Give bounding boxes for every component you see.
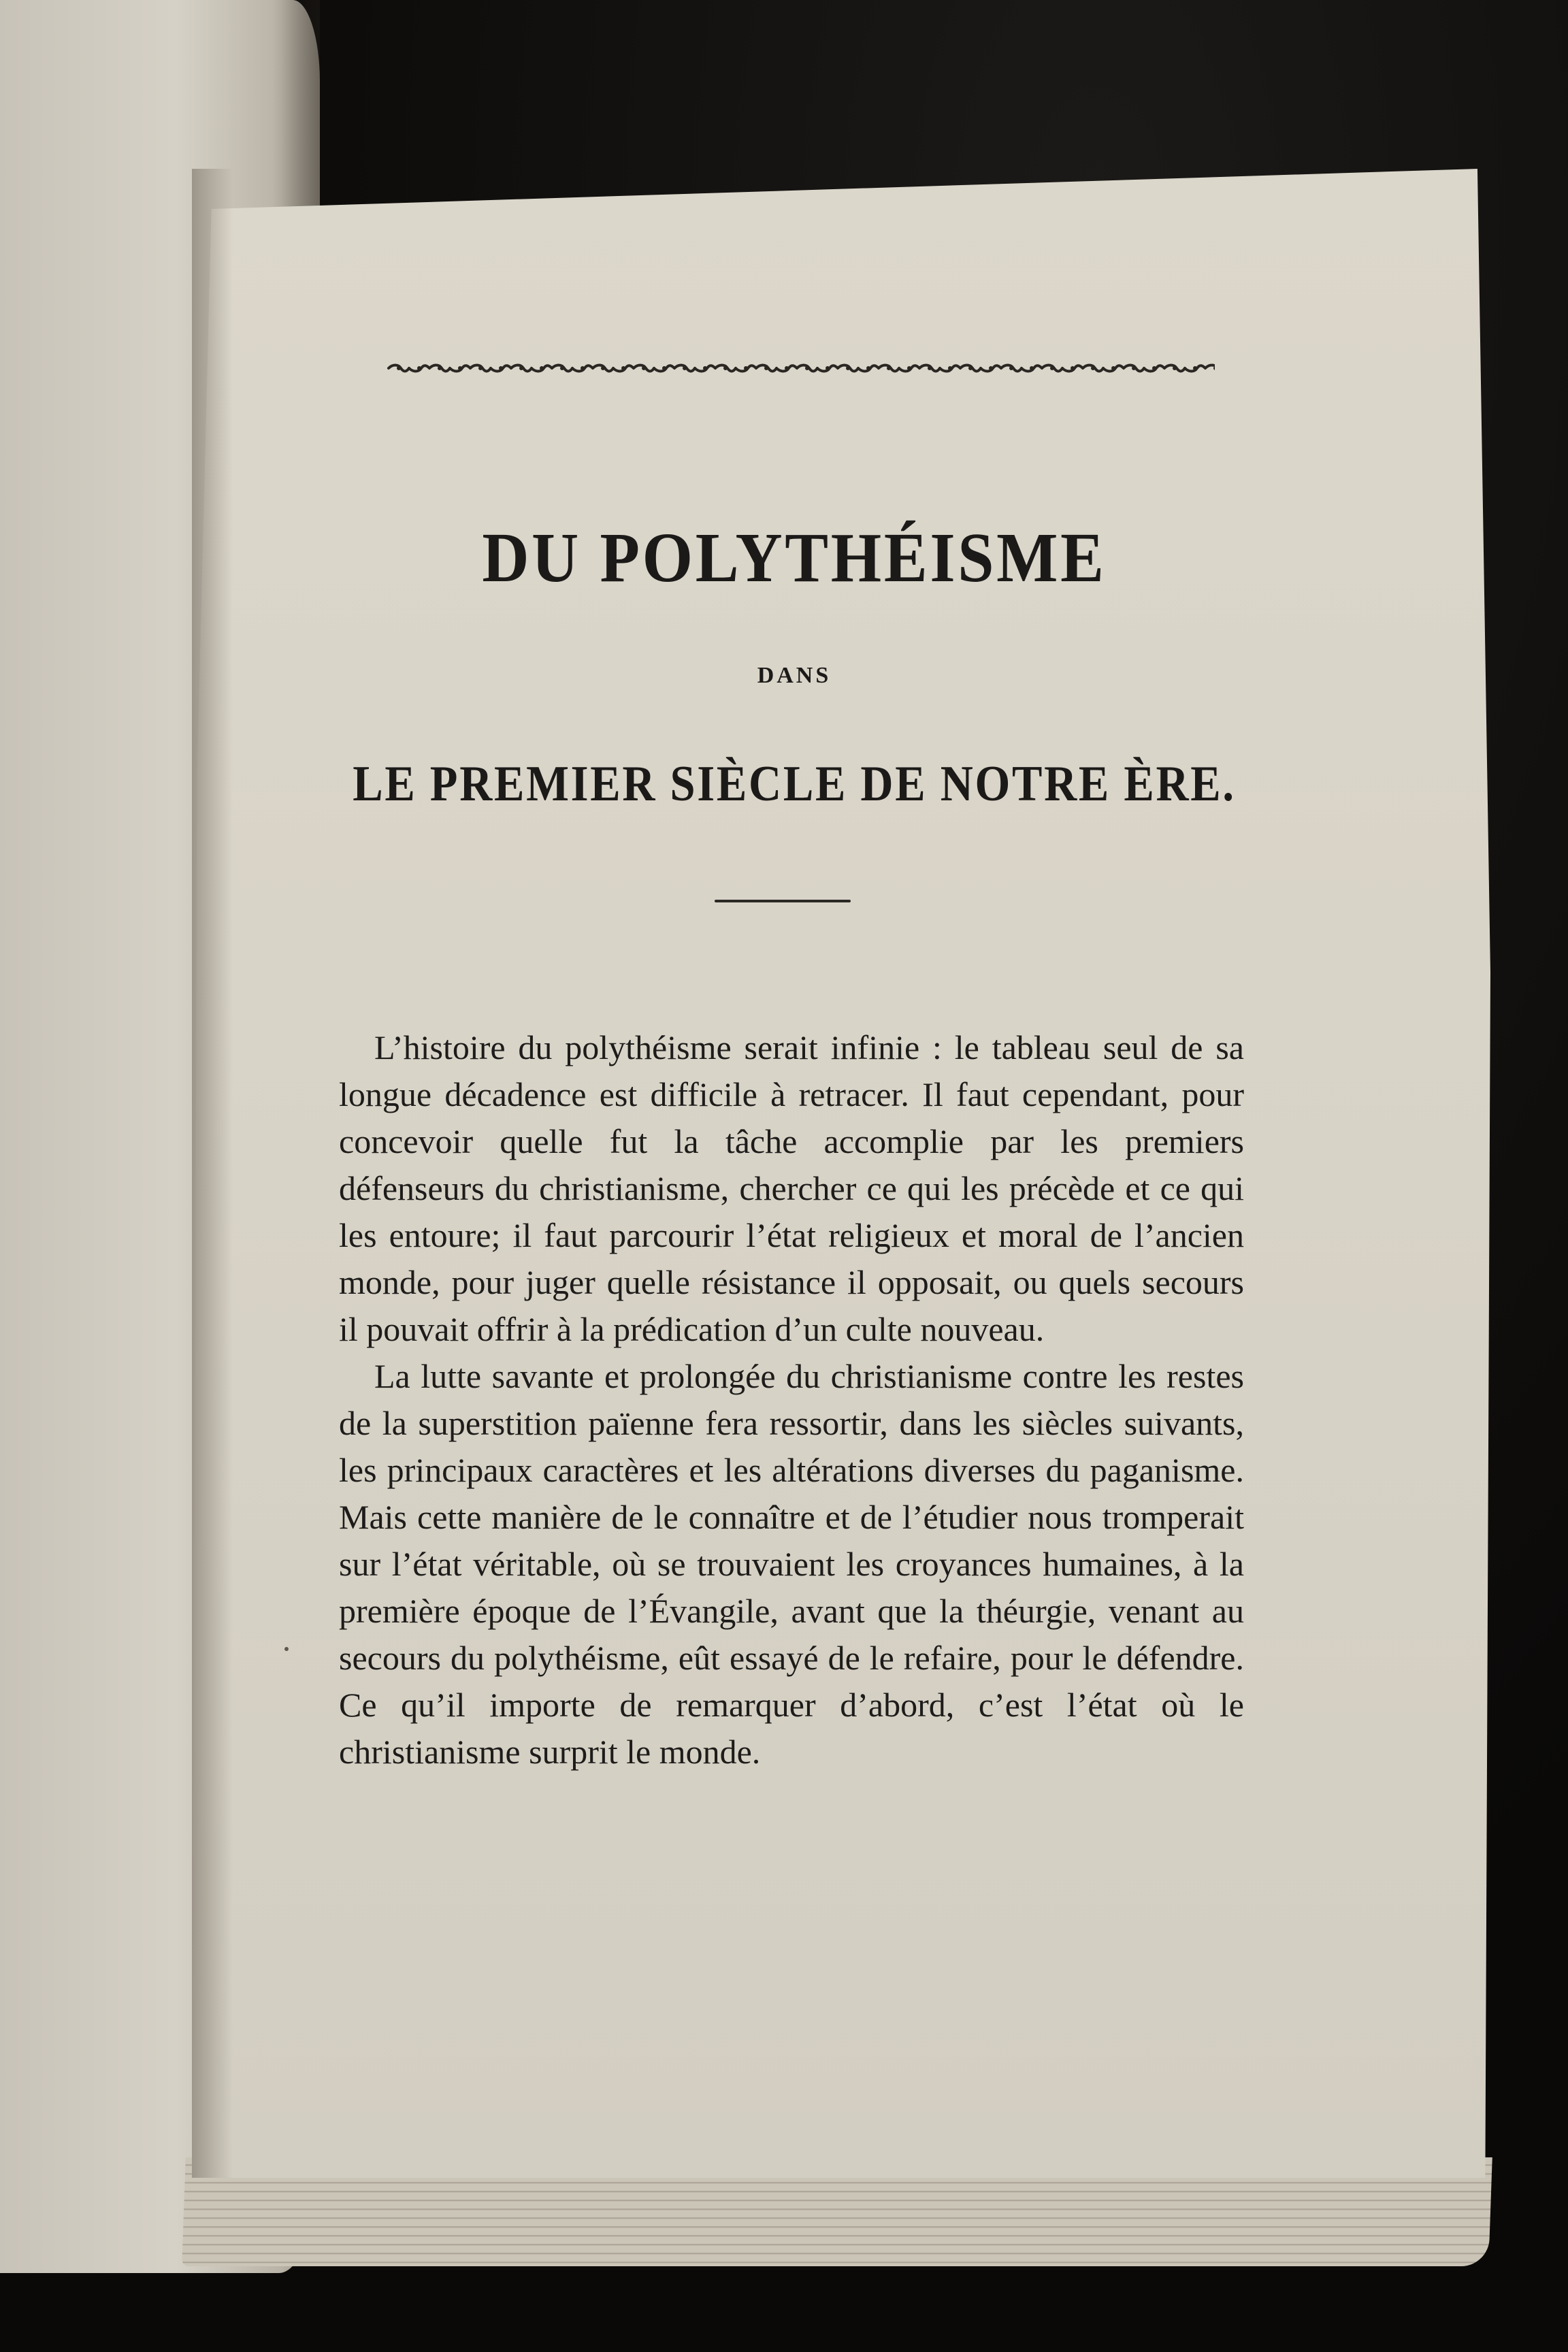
ornament-dot	[948, 366, 952, 370]
ornament-dot	[968, 366, 973, 370]
ornament-dot	[1009, 366, 1013, 370]
ornament-dot	[621, 366, 625, 370]
page-left-shadow	[192, 169, 233, 2178]
ornament-dot	[397, 366, 401, 370]
ornament-dot	[438, 366, 442, 370]
ornament-dot	[499, 366, 503, 370]
ornament-dot	[1213, 366, 1215, 370]
ornament-dot	[1152, 366, 1156, 370]
section-rule	[715, 900, 851, 902]
ornament-dot	[785, 366, 789, 370]
ornament-dot	[601, 366, 605, 370]
ornament-dot	[744, 366, 748, 370]
decorative-ornament-band	[385, 359, 1215, 377]
paper-speck	[284, 1647, 289, 1651]
body-text	[339, 1024, 1244, 1776]
page-title: DU POLYTHÉISME	[482, 519, 1107, 597]
ornament-dot	[928, 366, 932, 370]
ornament-dot	[1030, 366, 1034, 370]
ornament-dot	[866, 366, 870, 370]
ornament-dot	[560, 366, 564, 370]
ornament-dot	[805, 366, 809, 370]
ornament-dot	[642, 366, 646, 370]
paragraph: La lutte savante et prolongée du christianisme contre les restes de la superstition païenne fera ressortir, dans les siècles suivants, les principaux caractères et les altérations diverses du paganisme. Mais cette manière de le connaître et de l’étudier nous tromperait sur l’état véritable, où se trouvaient les croyances humaines, à la première époque de l’Évangile, avant que la théurgie, venant au secours du polythéisme, eût essayé de le refaire, pour le défendre. Ce qu’il importe de remarquer d’abord, c’est l’état où le christianisme surprit le monde.	[339, 1357, 1244, 1771]
ornament-dot	[540, 366, 544, 370]
ornament-dot	[662, 366, 666, 370]
ornament-dot	[1111, 366, 1115, 370]
ornament-scroll	[1205, 365, 1215, 372]
ornament-dot	[519, 366, 523, 370]
title-connector: DANS	[757, 663, 832, 688]
ornament-dot	[846, 366, 850, 370]
ornament-dot	[907, 366, 911, 370]
ornament-dot	[1071, 366, 1075, 370]
ornament-dot	[683, 366, 687, 370]
ornament-dot	[703, 366, 707, 370]
ornament-dot	[764, 366, 768, 370]
ornament-dot	[581, 366, 585, 370]
ornament-dot	[723, 366, 728, 370]
ornament-dot	[478, 366, 483, 370]
ornament-dot	[458, 366, 462, 370]
page-subtitle: LE PREMIER SIÈCLE DE NOTRE ÈRE.	[353, 756, 1236, 812]
ornament-dot	[1173, 366, 1177, 370]
ornament-dot	[1132, 366, 1136, 370]
ornament-dot	[1091, 366, 1095, 370]
paragraph: L’histoire du polythéisme serait infinie : le tableau seul de sa longue décadence est difficile à retracer. Il faut cependant, pour concevoir quelle fut la tâche accomplie par les premiers défenseurs du christianisme, chercher ce qui les précède et ce qui les entoure; il faut parcourir l’état religieux et moral de l’ancien monde, pour juger quelle résistance il opposait, ou quels secours il pouvait offrir à la prédication d’un culte nouveau.	[339, 1028, 1244, 1348]
ornament-dot	[1050, 366, 1054, 370]
ornament-dot	[989, 366, 993, 370]
ornament-dot	[826, 366, 830, 370]
ornament-dot	[887, 366, 891, 370]
ornament-dot	[417, 366, 421, 370]
ornament-dot	[1193, 366, 1197, 370]
